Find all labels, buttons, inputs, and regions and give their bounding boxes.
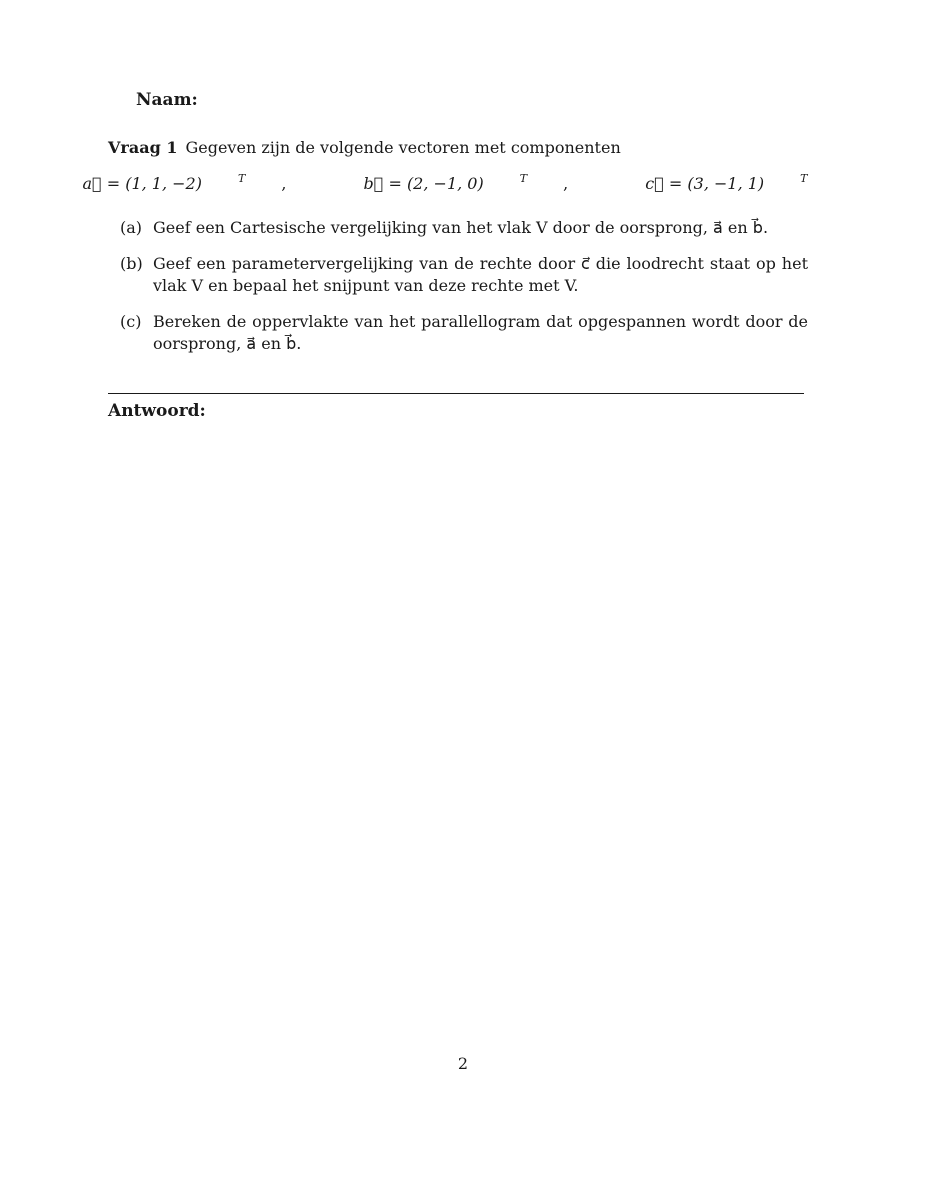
vector-a-transpose: T <box>237 172 246 185</box>
vector-c-expr: c⃗ = (3, −1, 1) <box>645 174 765 193</box>
section-divider <box>108 393 804 394</box>
name-label: Naam: <box>136 90 198 110</box>
vector-b-expr: b⃗ = (2, −1, 0) <box>363 174 484 193</box>
question-text: Gegeven zijn de volgende vectoren met componenten <box>185 138 621 157</box>
subquestion-list <box>120 217 808 369</box>
vector-b <box>346 172 587 193</box>
vector-c <box>627 172 861 193</box>
subquestion-label: (b) <box>120 254 143 273</box>
subquestion-text: Bereken de oppervlakte van het parallellogram dat opgespannen wordt door de oorsprong, a⃗ en b⃗. <box>153 312 808 353</box>
subquestion-text: Geef een Cartesische vergelijking van het vlak V door de oorsprong, a⃗ en b⃗. <box>153 218 769 237</box>
subquestion-label: (a) <box>120 218 143 237</box>
question-intro <box>108 137 808 159</box>
subquestion-b <box>120 253 808 297</box>
vector-c-transpose: T <box>800 172 808 185</box>
subquestion-text: Geef een parametervergelijking van de rechte door c⃗ die loodrecht staat op het vlak V en bepaal het snijpunt van deze rechte met V. <box>153 254 808 295</box>
vector-b-transpose: T <box>519 172 528 185</box>
question-label: Vraag 1 <box>108 138 178 157</box>
answer-label: Antwoord: <box>108 401 206 421</box>
subquestion-label: (c) <box>120 312 142 331</box>
vector-a-expr: a⃗ = (1, 1, −2) <box>82 174 202 193</box>
vector-a-trail: , <box>281 174 287 193</box>
vector-a <box>64 172 304 193</box>
vector-b-trail: , <box>563 174 569 193</box>
vector-definitions <box>0 172 926 193</box>
page-number: 2 <box>457 1054 469 1073</box>
subquestion-c <box>120 311 808 355</box>
subquestion-a <box>120 217 808 239</box>
